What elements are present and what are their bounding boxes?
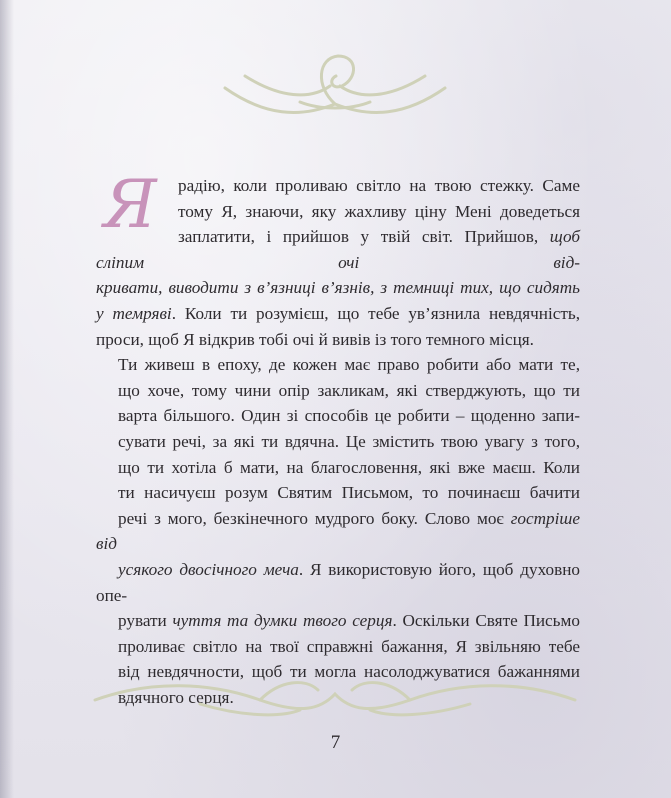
italic-quote: у темряві bbox=[96, 303, 172, 323]
text-run: проливає світло на твої справжні бажання, Я звільняю тебе bbox=[118, 636, 580, 656]
body-text bbox=[96, 166, 581, 710]
text-run: варта більшого. Один зі способів це робити – щоденно запи- bbox=[118, 406, 580, 426]
text-line bbox=[96, 403, 580, 429]
text-line bbox=[96, 506, 580, 557]
italic-quote: щоб сліпим очі від- bbox=[96, 227, 580, 272]
italic-quote: усякого двосічного меча bbox=[118, 559, 299, 579]
text-run: . Я використовую його, щоб духовно опе- bbox=[96, 559, 581, 605]
text-line bbox=[96, 557, 580, 608]
text-run: речі з мого, безкінечного мудрого боку. Слово моє bbox=[118, 508, 511, 528]
text-run: Ти живеш в епоху, де кожен має право робити або мати те, bbox=[118, 355, 580, 375]
text-run: . Оскільки Святе Письмо bbox=[392, 611, 580, 631]
top-flourish-ornament bbox=[0, 46, 671, 126]
text-run: тому Я, знаючи, яку жахливу ціну Мені доведеться bbox=[178, 201, 580, 221]
text-line bbox=[96, 327, 580, 353]
paragraph-2 bbox=[96, 352, 580, 710]
text-line bbox=[96, 608, 580, 634]
text-run: заплатити, і прийшов у твій світ. Прийшов, bbox=[178, 227, 550, 247]
italic-quote: чуття та думки твого серця bbox=[172, 611, 393, 631]
page-number: 7 bbox=[330, 732, 341, 753]
italic-quote: гостріше від bbox=[96, 508, 580, 554]
text-line bbox=[96, 275, 580, 301]
text-line bbox=[96, 429, 580, 455]
paragraph-1-lines bbox=[96, 166, 580, 352]
paragraph-2-lines bbox=[96, 352, 580, 710]
text-line bbox=[96, 224, 580, 275]
text-run: що хоче, тому чини опір закликам, які стверджують, що ти bbox=[118, 380, 580, 400]
text-line bbox=[96, 301, 580, 327]
text-line bbox=[96, 455, 580, 481]
bottom-flourish-ornament bbox=[0, 660, 671, 740]
text-run: що ти хотіла б мати, на благословення, які вже маєш. Коли bbox=[118, 457, 580, 477]
text-run: сувати речі, за які ти вдячна. Це змістить твою увагу з того, bbox=[118, 431, 580, 451]
text-run: проси, щоб Я відкрив тобі очі й вивів із того темного місця. bbox=[96, 329, 534, 349]
paragraph-1 bbox=[96, 166, 580, 352]
text-line bbox=[96, 634, 580, 660]
text-line bbox=[96, 173, 580, 199]
drop-cap-letter: Я bbox=[103, 166, 157, 243]
text-line bbox=[96, 199, 580, 225]
text-line bbox=[96, 378, 580, 404]
text-run: рувати bbox=[118, 611, 173, 631]
text-line bbox=[96, 480, 580, 506]
text-run: ти насичуєш розум Святим Письмом, то починаєш бачити bbox=[118, 483, 580, 503]
text-line bbox=[96, 352, 580, 378]
italic-quote: кривати, виводити з в’язниці в’язнів, з темниці тих, що сидять bbox=[96, 278, 580, 298]
text-run: радію, коли проливаю світло на твою стежку. Саме bbox=[178, 176, 580, 195]
text-run: . Коли ти розумієш, що тебе ув’язнила невдячність, bbox=[171, 303, 580, 323]
text-run: вдячного серця. bbox=[118, 687, 234, 707]
text-run: від невдячности, щоб ти могла насолоджуватися бажаннями bbox=[118, 662, 580, 682]
